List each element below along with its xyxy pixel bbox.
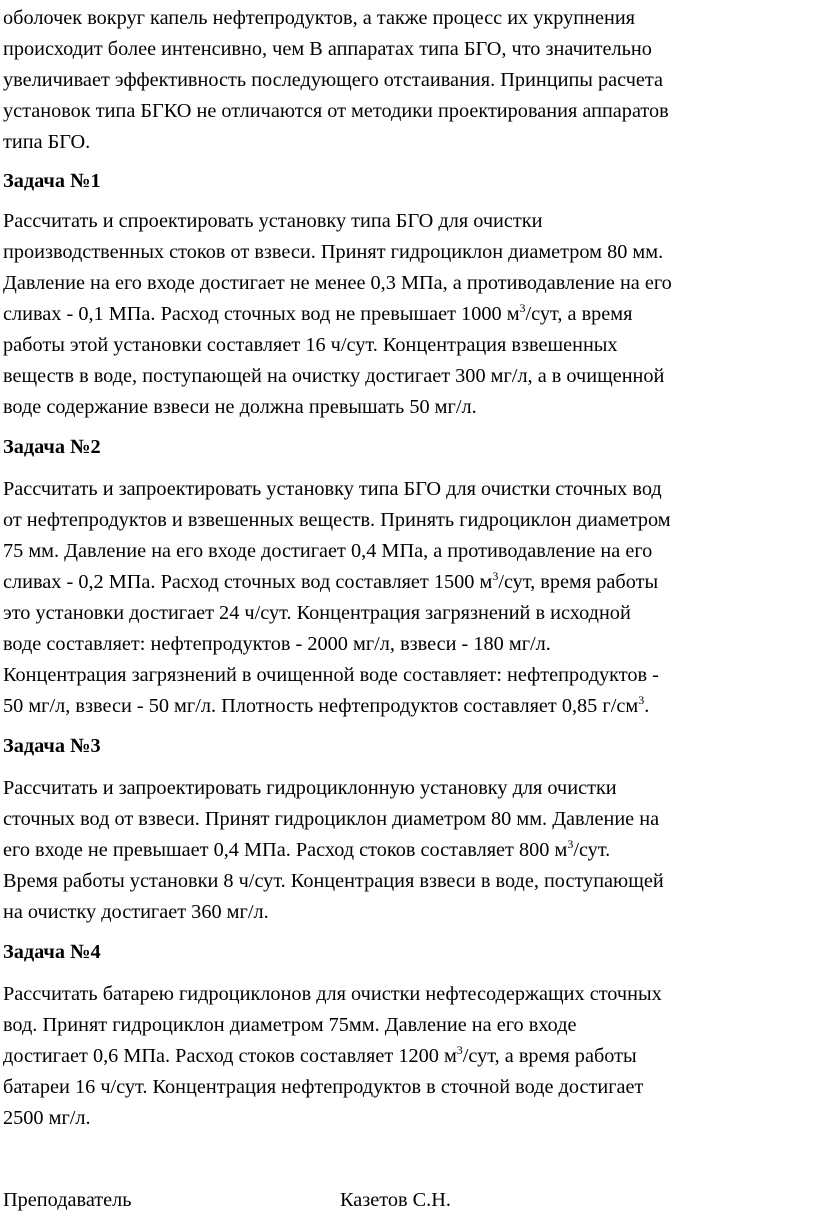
task2-paragraph bbox=[3, 474, 811, 722]
task3-line3-text: его входе не превышает 0,4 МПа. Расход стоков составляет 800 м bbox=[3, 839, 568, 861]
task2-line: воде составляет: нефтепродуктов - 2000 мг/л, взвеси - 180 мг/л. bbox=[3, 633, 551, 655]
task4-line3-text: достигает 0,6 МПа. Расход стоков составляет 1200 м bbox=[3, 1045, 457, 1067]
task1-paragraph bbox=[3, 206, 811, 423]
task2-line8-text: 50 мг/л, взвеси - 50 мг/л. Плотность нефтепродуктов составляет 0,85 г/см bbox=[3, 695, 639, 717]
task4-line: 2500 мг/л. bbox=[3, 1107, 91, 1129]
task4-paragraph bbox=[3, 979, 811, 1134]
intro-line: оболочек вокруг капель нефтепродуктов, а также процесс их укрупнения bbox=[3, 7, 636, 29]
superscript-three: 3 bbox=[567, 837, 574, 851]
task4-line: батареи 16 ч/сут. Концентрация нефтепродуктов в сточной воде достигает bbox=[3, 1076, 644, 1098]
task2-line: Концентрация загрязнений в очищенной воде составляет: нефтепродуктов - bbox=[3, 664, 659, 686]
task2-line: от нефтепродуктов и взвешенных веществ. Принять гидроциклон диаметром bbox=[3, 509, 671, 531]
signature-role: Преподаватель bbox=[3, 1189, 132, 1211]
task4-line3-text: /сут, а время работы bbox=[462, 1045, 637, 1067]
signature-name: Казетов С.Н. bbox=[340, 1189, 451, 1211]
task1-line: работы этой установки составляет 16 ч/сут. Концентрация взвешенных bbox=[3, 334, 618, 356]
superscript-three: 3 bbox=[519, 301, 526, 315]
task2-line: 75 мм. Давление на его входе достигает 0,4 МПа, а противодавление на его bbox=[3, 540, 653, 562]
task3-line: Время работы установки 8 ч/сут. Концентрация взвеси в воде, поступающей bbox=[3, 870, 664, 892]
task2-line4-text: сливах - 0,2 МПа. Расход сточных вод составляет 1500 м bbox=[3, 571, 493, 593]
superscript-three: 3 bbox=[456, 1043, 463, 1057]
task3-line bbox=[3, 835, 811, 866]
task2-line: Рассчитать и запроектировать установку типа БГО для очистки сточных вод bbox=[3, 478, 662, 500]
task1-heading: Задача №1 bbox=[3, 170, 101, 192]
task2-heading: Задача №2 bbox=[3, 436, 101, 458]
task4-line: вод. Принят гидроциклон диаметром 75мм. Давление на его входе bbox=[3, 1014, 577, 1036]
task1-line: веществ в воде, поступающей на очистку достигает 300 мг/л, а в очищенной bbox=[3, 365, 665, 387]
task3-line3-text: /сут. bbox=[573, 839, 611, 861]
task2-line4-text: /сут, время работы bbox=[498, 571, 659, 593]
task1-line4-text: /сут, а время bbox=[525, 303, 633, 325]
task1-line: воде содержание взвеси не должна превышать 50 мг/л. bbox=[3, 396, 477, 418]
superscript-three: 3 bbox=[638, 693, 645, 707]
task2-line bbox=[3, 567, 811, 598]
task3-line: сточных вод от взвеси. Принят гидроциклон диаметром 80 мм. Давление на bbox=[3, 808, 660, 830]
intro-line: увеличивает эффективность последующего отстаивания. Принципы расчета bbox=[3, 69, 664, 91]
task1-line: Давление на его входе достигает не менее 0,3 МПа, а противодавление на его bbox=[3, 272, 672, 294]
task3-heading: Задача №3 bbox=[3, 735, 101, 757]
task3-line: на очистку достигает 360 мг/л. bbox=[3, 901, 269, 923]
task4-line: Рассчитать батарею гидроциклонов для очистки нефтесодержащих сточных bbox=[3, 983, 662, 1005]
task1-line bbox=[3, 299, 811, 330]
task3-paragraph bbox=[3, 773, 811, 928]
intro-line: происходит более интенсивно, чем В аппаратах типа БГО, что значительно bbox=[3, 38, 652, 60]
task2-line: это установки достигает 24 ч/сут. Концентрация загрязнений в исходной bbox=[3, 602, 631, 624]
task2-line bbox=[3, 691, 811, 722]
superscript-three: 3 bbox=[492, 569, 499, 583]
task3-line: Рассчитать и запроектировать гидроциклонную установку для очистки bbox=[3, 777, 617, 799]
intro-paragraph bbox=[3, 3, 811, 158]
task1-line4-text: сливах - 0,1 МПа. Расход сточных вод не превышает 1000 м bbox=[3, 303, 520, 325]
task1-line: производственных стоков от взвеси. Принят гидроциклон диаметром 80 мм. bbox=[3, 241, 664, 263]
task4-heading: Задача №4 bbox=[3, 941, 101, 963]
task1-line: Рассчитать и спроектировать установку типа БГО для очистки bbox=[3, 210, 543, 232]
intro-line: типа БГО. bbox=[3, 131, 91, 153]
task4-line bbox=[3, 1041, 811, 1072]
intro-line: установок типа БГКО не отличаются от методики проектирования аппаратов bbox=[3, 100, 669, 122]
task2-line8-text: . bbox=[644, 695, 650, 717]
